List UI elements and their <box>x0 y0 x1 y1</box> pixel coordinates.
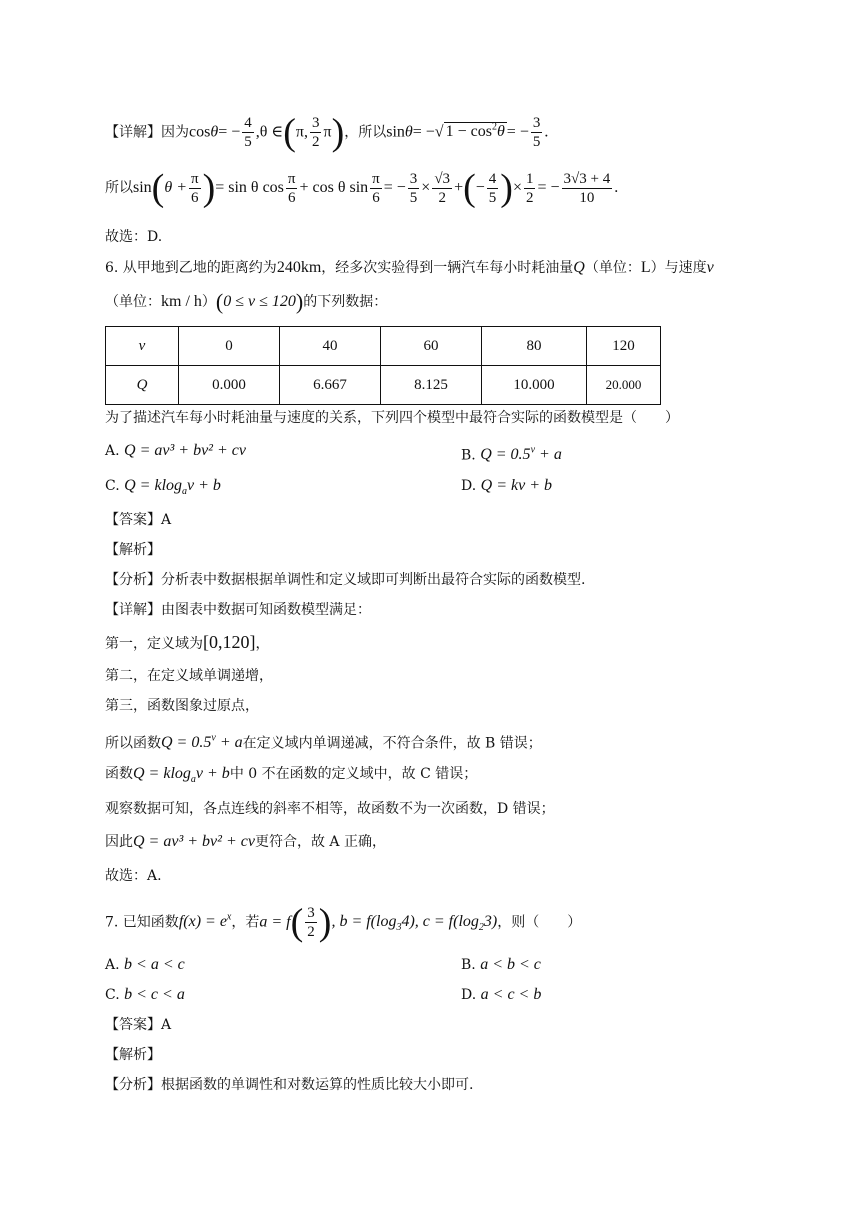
plus-cos: + cos θ sin <box>299 179 369 196</box>
frac-num: 4 <box>488 170 497 187</box>
frac-den: 5 <box>409 189 418 206</box>
option-c-label: C. <box>105 987 120 1003</box>
option-b-label: B. <box>461 447 476 464</box>
fraction-4-5 <box>487 170 499 207</box>
detail-tag: 【详解】 <box>105 124 161 141</box>
table-cell: Q <box>106 366 179 405</box>
frac-den: 2 <box>525 189 534 206</box>
var-Q: Q <box>573 259 585 276</box>
option-d-label: D. <box>461 987 477 1003</box>
fraction-3-5 <box>408 170 420 207</box>
option-d-label: D. <box>461 478 477 494</box>
q7-analysis-text: 【分析】根据函数的单调性和对数运算的性质比较大小即可. <box>105 1077 474 1093</box>
table-row <box>106 366 661 405</box>
close-paren: ) <box>331 111 345 154</box>
data-table <box>105 326 661 405</box>
question-6-stem <box>105 258 714 278</box>
frac-num: 3 <box>311 114 320 131</box>
reason-text: 更符合，故 A 正确， <box>254 834 386 850</box>
theta-symbol: θ <box>210 123 219 141</box>
option-a-label: A. <box>105 443 120 459</box>
option-b-formula: a < b < c <box>480 956 541 973</box>
table-cell: 6.667 <box>280 366 381 405</box>
answer-label: 【答案】A <box>105 512 172 528</box>
unit-L: L <box>640 259 651 276</box>
frac-num: 1 <box>525 170 534 187</box>
fraction-pi-6 <box>286 170 298 207</box>
table-cell: 20.000 <box>587 366 661 405</box>
frac-num: 3 <box>307 904 315 921</box>
formula-sub: a <box>190 774 196 786</box>
formula-part: v + b <box>195 765 230 782</box>
fraction-3-2 <box>305 904 317 941</box>
fraction-result <box>562 170 613 207</box>
table-cell: 40 <box>280 327 381 366</box>
table-cell: v <box>106 327 179 366</box>
q7-text: ，则（ ） <box>497 914 582 931</box>
sin-fn: sin <box>386 123 405 141</box>
q7-text: ，若 <box>231 914 260 931</box>
sqrt-text: 1 − cos <box>445 123 492 141</box>
reason-d: 观察数据可知，各点连线的斜率不相等，故函数不为一次函数，D 错误； <box>105 801 555 817</box>
pi-symbol: π, <box>295 123 308 141</box>
square-exp: 2 <box>491 122 497 133</box>
formula-sup: v <box>211 733 216 744</box>
reason-text: 在定义域内单调递减，不符合条件，故 B 错误； <box>242 735 542 752</box>
open-paren: ( <box>283 111 296 154</box>
open-paren: ( <box>463 167 476 209</box>
reason-a <box>105 832 386 852</box>
comma: ， <box>255 636 270 652</box>
condition-first <box>105 632 270 654</box>
table-cell: 80 <box>482 327 587 366</box>
times-sign: × <box>512 179 522 196</box>
reason-text: 函数 <box>105 766 133 782</box>
q7-answer-label: 【答案】A <box>105 1017 172 1033</box>
option-c-label: C. <box>105 478 120 494</box>
speed-range: 0 ≤ v ≤ 120 <box>223 293 296 310</box>
close-paren: ) <box>202 167 216 209</box>
q7-a-def: a = f <box>259 913 291 931</box>
close-paren: ) <box>295 289 304 314</box>
q6-text-a: 6. 从甲地到乙地的距离约为 <box>105 260 277 276</box>
q7-text: 7. 已知函数 <box>105 914 179 931</box>
frac-den: 2 <box>307 923 315 940</box>
formula-part: Q = 0.5 <box>480 446 531 464</box>
question-7-stem <box>105 896 582 944</box>
formula-part: 4), c = f(log <box>401 913 479 931</box>
table-cell: 120 <box>587 327 661 366</box>
reason-c <box>105 764 477 790</box>
formula-sub: 3 <box>396 922 402 934</box>
theta-in: ,θ ∈ <box>255 123 284 141</box>
q7-option-row-ab <box>105 955 805 975</box>
table-row <box>106 327 661 366</box>
q6-text-e: （单位： <box>105 294 161 310</box>
solution-line-2 <box>105 166 618 210</box>
formula-sup: x <box>226 912 232 923</box>
fraction-3-5 <box>531 114 543 151</box>
frac-num: 3√3 + 4 <box>563 170 611 187</box>
formula-part: , b = f(log <box>331 913 397 931</box>
frac-num: π <box>190 170 199 187</box>
distance-value: 240km <box>276 259 322 276</box>
question-6-stem-2 <box>105 289 388 314</box>
formula-part: Q = klog <box>133 765 191 782</box>
formula-sub: 2 <box>478 922 484 934</box>
open-paren: ( <box>290 901 304 944</box>
solution-line-1 <box>105 106 549 154</box>
domain-interval: [0,120] <box>203 632 256 652</box>
option-d-formula: a < c < b <box>480 986 542 1003</box>
option-b <box>461 441 562 465</box>
condition-second: 第二，在定义域单调递增， <box>105 668 273 684</box>
analysis-label: 【解析】 <box>105 542 161 558</box>
table-cell: 10.000 <box>482 366 587 405</box>
period: . <box>614 179 619 196</box>
q7-bc-def <box>331 913 498 934</box>
reason-formula <box>133 765 230 786</box>
frac-num: π <box>372 170 380 187</box>
fraction-pi-6 <box>370 170 382 207</box>
unit-kmh: km / h <box>161 293 202 310</box>
q6-text-d: ）与速度 <box>650 260 707 276</box>
fraction-3-2 <box>310 114 322 151</box>
eq-sign: = − <box>537 179 560 196</box>
text-because: 因为 <box>161 124 189 141</box>
table-cell: 8.125 <box>381 366 482 405</box>
frac-den: 2 <box>438 189 446 206</box>
eq-sign: = − <box>506 123 529 141</box>
option-c-formula: b < c < a <box>124 986 185 1003</box>
option-d <box>461 985 541 1005</box>
fraction-4-5 <box>242 114 254 151</box>
frac-den: 6 <box>287 189 296 206</box>
formula-sup: v <box>530 445 536 456</box>
theta-symbol: θ <box>496 123 505 141</box>
option-row-ab <box>105 441 805 464</box>
reason-formula: Q = av³ + bv² + cv <box>133 833 255 850</box>
frac-den: 2 <box>311 133 320 150</box>
eq-sign: = − <box>218 123 241 141</box>
fraction-sqrt3-2 <box>432 170 452 207</box>
formula-part: f(x) = e <box>178 913 227 931</box>
close-paren: ) <box>500 167 513 209</box>
reason-text: 中 0 不在函数的定义域中，故 C 错误； <box>229 766 478 782</box>
frac-den: 6 <box>372 189 380 206</box>
theta-symbol: θ <box>404 123 413 141</box>
frac-num: 3 <box>532 114 541 131</box>
question-6-prompt: 为了描述汽车每小时耗油量与速度的关系，下列四个模型中最符合实际的函数模型是（ ） <box>105 410 679 426</box>
times-sign: × <box>421 179 431 196</box>
first-text: 第一，定义域为 <box>105 636 203 652</box>
eq-sign: = − <box>383 179 406 196</box>
formula-part: + a <box>535 446 562 464</box>
sqrt-sign: √ <box>434 123 444 141</box>
q7-option-row-cd <box>105 985 805 1005</box>
frac-den: 5 <box>532 133 541 150</box>
answer-choice-a: 故选：A. <box>105 868 162 884</box>
q6-text-b: ，经多次实验得到一辆汽车每小时耗油量 <box>321 260 574 276</box>
cos-fn: cos <box>189 123 211 141</box>
plus-sign: + <box>454 179 464 196</box>
q6-text-f: ） <box>201 294 216 310</box>
open-paren: ( <box>215 289 224 314</box>
option-b-label: B. <box>461 957 476 973</box>
table-cell: 60 <box>381 327 482 366</box>
expand-expr: = sin θ cos <box>215 179 284 196</box>
option-b-formula <box>480 446 562 463</box>
frac-den: 5 <box>488 189 497 206</box>
formula-part: + a <box>215 734 243 752</box>
option-a-formula: b < a < c <box>124 956 185 973</box>
text-so: ，所以 <box>344 124 387 141</box>
table-cell: 0 <box>179 327 280 366</box>
text-so: 所以 <box>105 180 133 196</box>
reason-text: 所以函数 <box>105 735 161 752</box>
analysis-text: 【分析】分析表中数据根据单调性和定义域即可判断出最符合实际的函数模型. <box>105 572 586 588</box>
table-cell: 0.000 <box>179 366 280 405</box>
frac-den: 5 <box>244 133 252 150</box>
pi-symbol: π <box>323 123 332 141</box>
q6-text-c: （单位： <box>584 260 641 276</box>
option-row-cd <box>105 476 805 502</box>
frac-num: √3 <box>434 170 451 187</box>
detail-text: 【详解】由图表中数据可知函数模型满足： <box>105 602 371 618</box>
sin-fn: sin <box>133 179 152 196</box>
fraction-pi-6 <box>189 170 201 207</box>
close-paren: ) <box>318 901 332 944</box>
open-paren: ( <box>151 167 165 209</box>
option-a-formula: Q = av³ + bv² + cv <box>124 442 246 459</box>
answer-choice-d: 故选：D. <box>105 229 163 245</box>
eq-sign: = − <box>412 123 435 141</box>
reason-text: 因此 <box>105 834 133 850</box>
period: . <box>544 123 549 141</box>
frac-den: 10 <box>579 189 595 206</box>
option-d-formula: Q = kv + b <box>480 477 552 494</box>
theta-plus: θ + <box>164 179 187 196</box>
sqrt-content <box>444 122 507 140</box>
formula-part: Q = klog <box>124 477 183 494</box>
var-v: v <box>706 259 714 276</box>
reason-formula <box>161 734 243 751</box>
reason-b <box>105 729 542 753</box>
frac-num: π <box>287 170 296 187</box>
formula-part: Q = 0.5 <box>161 734 212 752</box>
frac-num: 4 <box>244 114 252 131</box>
option-c-formula <box>124 477 221 498</box>
formula-part: v + b <box>187 477 221 494</box>
formula-part: 3) <box>483 913 498 931</box>
option-b <box>461 955 541 975</box>
formula-sub: a <box>182 486 188 498</box>
minus-sign: − <box>475 179 485 196</box>
fraction-1-2 <box>524 170 536 207</box>
q6-text-g: 的下列数据： <box>303 294 388 310</box>
option-d <box>461 476 552 496</box>
q7-function <box>179 913 232 930</box>
frac-den: 6 <box>191 189 199 206</box>
option-a-label: A. <box>105 957 120 973</box>
q7-analysis-label: 【解析】 <box>105 1047 161 1063</box>
condition-third: 第三，函数图象过原点， <box>105 698 259 714</box>
frac-num: 3 <box>409 170 418 187</box>
